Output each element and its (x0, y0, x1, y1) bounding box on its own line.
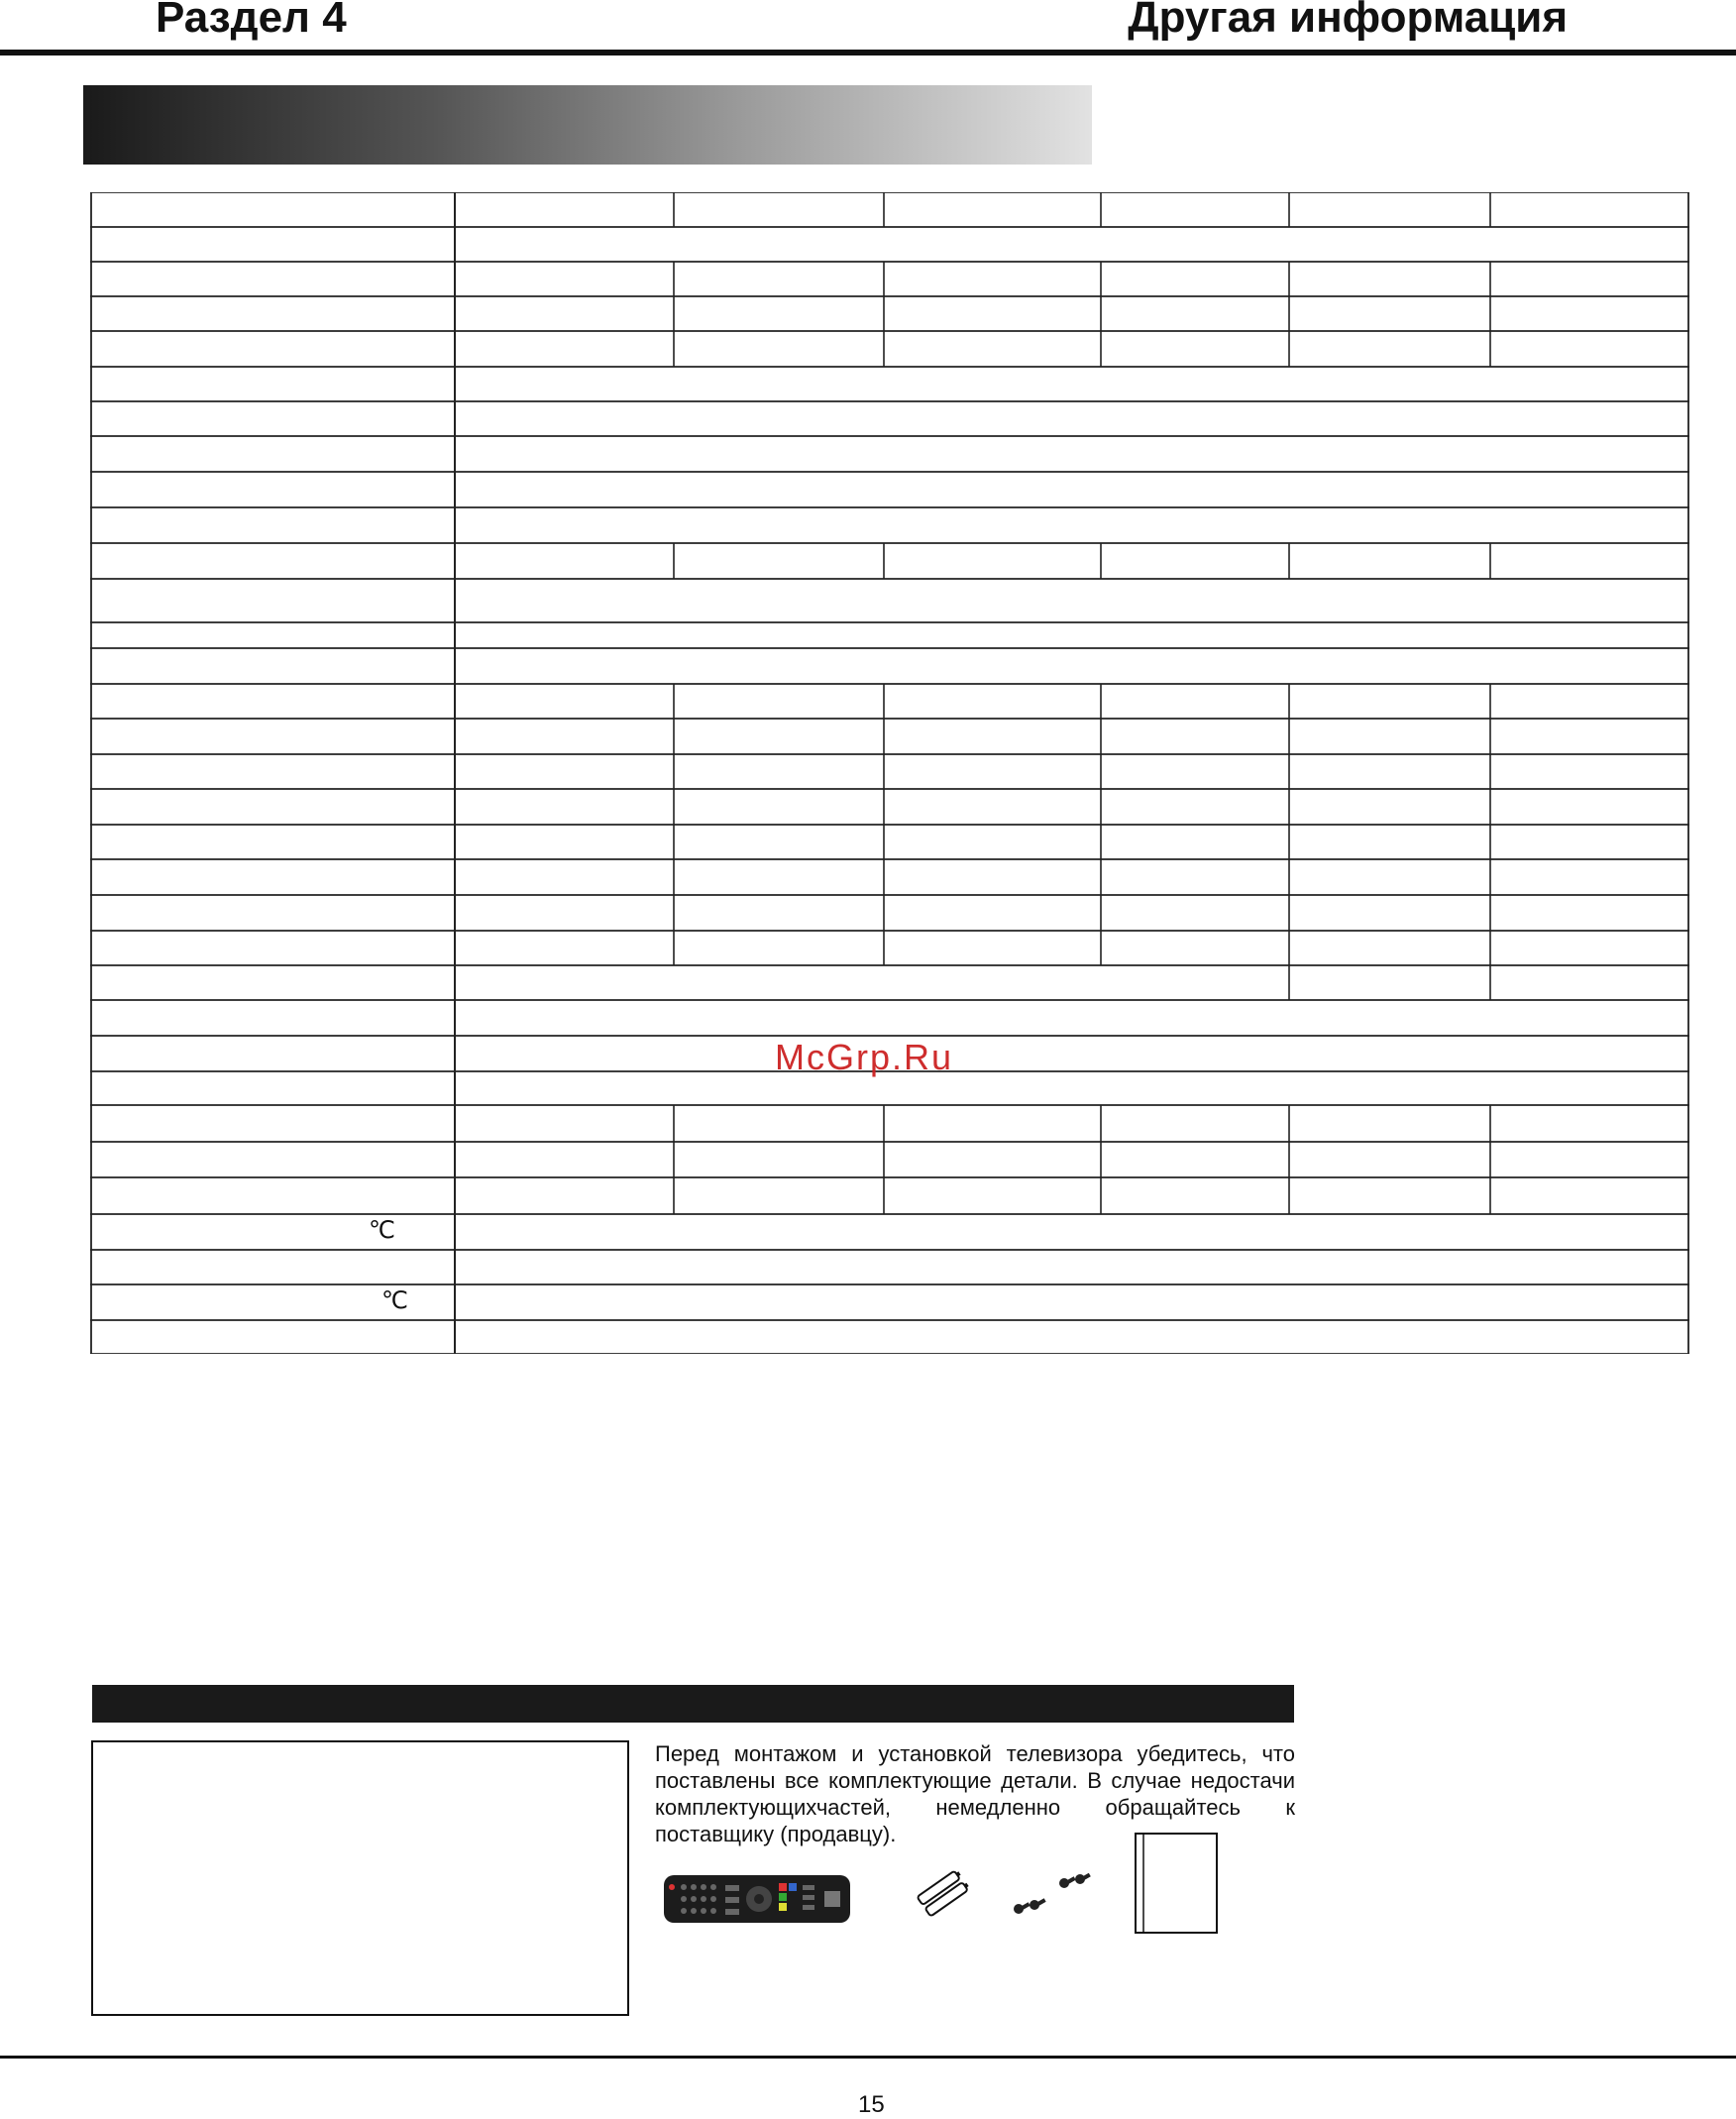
accessories-note: Перед монтажом и установкой телевизора убедитесь, что поставлены все комплектующие детали. В случае недостачи комплектующихчастей, немедленно обращайтесь к поставщику (продавцу). (655, 1741, 1295, 1846)
header-rule (0, 50, 1736, 56)
accessories-heading-bar (92, 1685, 1294, 1723)
footer-rule (0, 2056, 1736, 2059)
specifications-table (90, 192, 1689, 1354)
remote-control-icon (662, 1871, 852, 1927)
temperature-unit-storage: ℃ (381, 1287, 408, 1314)
section-title: Другая информация (1128, 0, 1568, 42)
watermark: McGrp.Ru (775, 1037, 954, 1077)
specifications-grid (90, 192, 1689, 1354)
temperature-unit-operating: ℃ (369, 1217, 395, 1244)
screws-icon (1009, 1869, 1092, 1925)
accessories-list-box (91, 1740, 629, 2016)
batteries-icon (916, 1867, 971, 1919)
specifications-heading-bar (83, 85, 1092, 165)
section-label: Раздел 4 (156, 0, 347, 42)
manual-icon (1132, 1830, 1221, 1937)
page-number: 15 (858, 2091, 885, 2118)
